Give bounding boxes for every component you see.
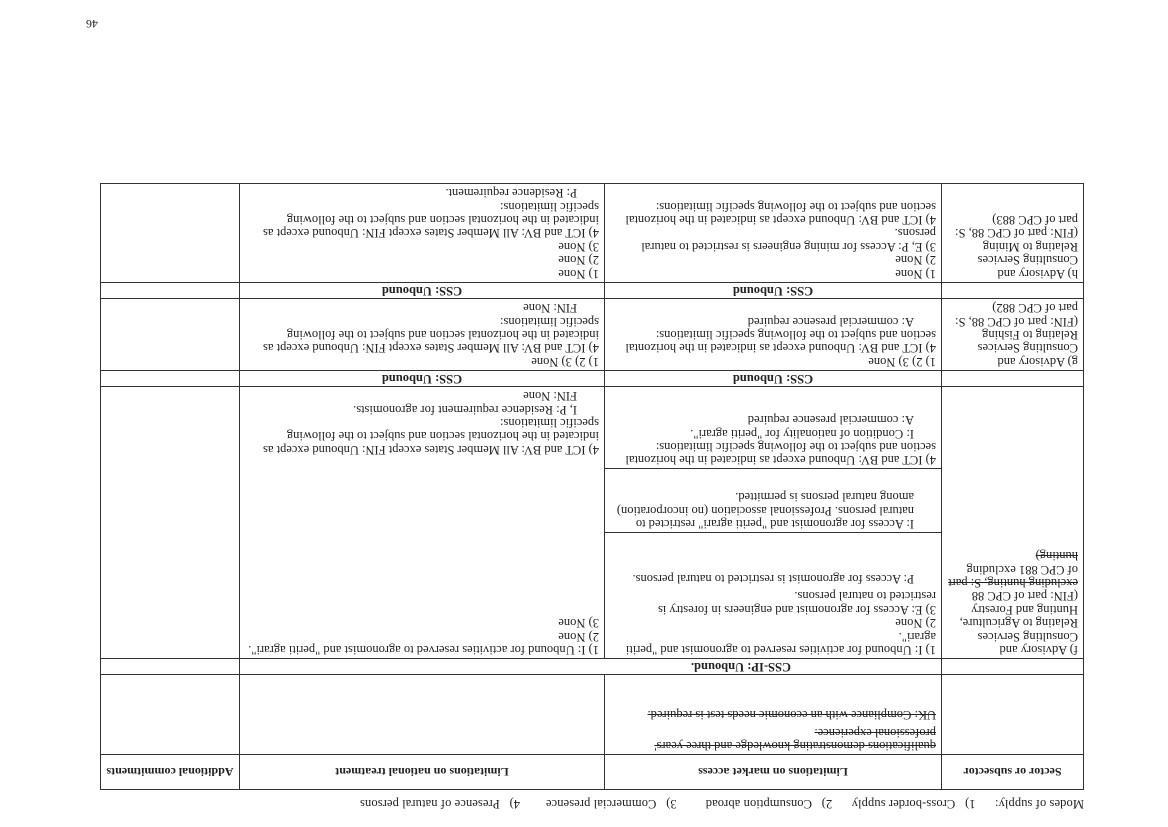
cell-empty	[101, 659, 240, 675]
market-mode-2: 2) None	[895, 616, 936, 631]
sector-line: Hunting and Forestry	[971, 602, 1078, 617]
national-mode-4: 4) ICT and BV: All Member States except FIN: Unbound except as indicated in the horizontal section and subject to the following specific limitations:	[263, 314, 599, 356]
f-css-header: CSS-IP: Unbound.	[240, 659, 942, 675]
cell-additional-empty	[101, 675, 240, 755]
sector-line: (FIN: part of CPC 88, S:	[955, 314, 1078, 329]
market-mode-3: 3) E, P: Access for mining engineers is restricted to natural persons.	[641, 226, 936, 254]
cell-additional-h	[101, 183, 240, 282]
national-mode-3: 3) None	[558, 239, 599, 254]
national-mode-2: 2) None	[558, 253, 599, 268]
cell-market-g	[605, 298, 942, 370]
market-mode-1: 1) None	[895, 266, 936, 281]
market-mode-4: 4) ICT and BV: Unbound except as indicated in the horizontal section and subject to the following specific limitations:	[625, 439, 936, 468]
national-mode-3: 3) None	[558, 616, 599, 631]
cell-additional-f	[101, 386, 240, 658]
market-mode-4-a: A: commercial presence required	[747, 413, 914, 428]
market-mode-4-i: I: Condition of nationality for "periti agrari".	[690, 426, 914, 441]
cell-national-empty	[240, 675, 605, 755]
cell-market-h	[605, 183, 942, 282]
table-row-continuation	[101, 675, 1084, 755]
sector-line: g) Advisory and	[997, 354, 1078, 369]
struck-line: UK: Compliance with an economic needs test is required.	[647, 708, 936, 723]
national-mode-1: 1) None	[558, 266, 599, 281]
market-mode-4: 4) ICT and BV: Unbound except as indicated in the horizontal section and subject to the following specific limitations:	[625, 199, 936, 228]
national-mode-4-fin: FIN: None	[523, 389, 577, 404]
national-mode-4-fin: FIN: None	[523, 301, 577, 316]
national-mode-123: 1) 2) 3) None	[531, 354, 599, 369]
table-header-row	[101, 755, 1084, 790]
header-additional-commitments: Additional commitments	[101, 755, 240, 790]
market-mode-123: 1) 2) 3) None	[868, 354, 936, 369]
h-css-market: CSS: Unbound	[605, 282, 942, 298]
sector-line: part of CPC 883)	[992, 213, 1078, 228]
sector-line: Relating to Fishing	[982, 327, 1078, 342]
sector-line: Consulting Services	[977, 253, 1078, 268]
cell-additional-g	[101, 298, 240, 370]
sector-line: h) Advisory and	[997, 266, 1078, 281]
table-row-f-a	[101, 533, 1084, 659]
sector-line: Relating to Mining	[982, 239, 1078, 254]
cell-empty	[942, 282, 1084, 298]
cell-empty	[101, 370, 240, 386]
struck-line: professional experience.	[814, 725, 936, 740]
national-mode-1: 1) I: Unbound for activities reserved to agronomist and "periti agrari".	[248, 643, 599, 657]
table-row-g-header	[101, 370, 1084, 386]
cell-market-continuation	[605, 675, 942, 755]
market-mode-3-p: P: Access for agronomist is restricted to natural persons.	[632, 571, 914, 586]
sector-line: (FIN: part of CPC 88, S:	[955, 226, 1078, 241]
sector-line: Consulting Services	[977, 629, 1078, 644]
commitments-table	[100, 183, 1084, 790]
table-row-g	[101, 298, 1084, 370]
sector-line: of CPC 881 excluding	[966, 562, 1078, 577]
h-css-national: CSS: Unbound	[240, 282, 605, 298]
national-mode-4-p: P: Residence requirement.	[445, 186, 577, 201]
page-number: 46	[86, 17, 98, 31]
sector-line: f) Advisory and	[999, 643, 1078, 657]
market-mode-3: 3) E: Access for agronomist and engineers in forestry is restricted to natural persons.	[657, 589, 936, 617]
cell-market-f-mode3-i: I: Access for agronomist and "periti agrari" restricted to natural persons. Professional association (no incorporation) among natural persons is permitted.	[605, 469, 942, 533]
market-mode-2: 2) None	[895, 253, 936, 268]
sector-line: hunting)	[1035, 549, 1078, 564]
g-css-national: CSS: Unbound	[240, 370, 605, 386]
market-mode-4-a: A: commercial presence required	[747, 314, 914, 329]
national-mode-2: 2) None	[558, 629, 599, 644]
cell-sector-empty	[942, 675, 1084, 755]
table-row-h	[101, 183, 1084, 282]
cell-sector-f	[942, 386, 1084, 658]
cell-empty	[942, 370, 1084, 386]
sector-line: Consulting Services	[977, 341, 1078, 356]
sector-line: (FIN: part of CPC 88	[971, 589, 1078, 604]
cell-national-g	[240, 298, 605, 370]
sector-line: part of CPC 882)	[992, 301, 1078, 316]
cell-empty	[101, 282, 240, 298]
g-css-market: CSS: Unbound	[605, 370, 942, 386]
table-row-h-header	[101, 282, 1084, 298]
cell-market-f-modes	[605, 533, 942, 659]
header-national-treatment: Limitations on national treatment	[240, 755, 605, 790]
market-mode-4: 4) ICT and BV: Unbound except as indicated in the horizontal section and subject to the following specific limitations:	[625, 327, 936, 356]
cell-national-h	[240, 183, 605, 282]
market-mode-1: 1) I: Unbound for activities reserved to agronomist and "periti agrari".	[625, 629, 936, 657]
cell-sector-h	[942, 183, 1084, 282]
sector-line: Relating to Agriculture,	[959, 616, 1078, 631]
header-sector: Sector or subsector	[942, 755, 1084, 790]
national-mode-4: 4) ICT and BV: All Member States except FIN: Unbound except as indicated in the horizontal section and subject to the following specific limitations:	[263, 415, 599, 457]
cell-empty	[942, 659, 1084, 675]
struck-line: qualifications demonstrating knowledge and three years'	[654, 739, 936, 753]
cell-national-f	[240, 386, 605, 658]
modes-of-supply-line: Modes of supply: 1) Cross-border supply 2) Consumption abroad 3) Commercial presence 4) Presence of natural persons	[359, 797, 1084, 811]
table-row-f-header	[101, 659, 1084, 675]
national-mode-4: 4) ICT and BV: All Member States except FIN: Unbound except as indicated in the horizontal section and subject to the following specific limitations:	[263, 199, 599, 241]
national-mode-4-ip: I, P: Residence requirement for agronomists.	[353, 402, 577, 417]
cell-sector-g	[942, 298, 1084, 370]
header-market-access: Limitations on market access	[605, 755, 942, 790]
sector-line: excluding hunting, S: part	[948, 575, 1078, 590]
cell-market-f-mode4	[605, 386, 942, 469]
